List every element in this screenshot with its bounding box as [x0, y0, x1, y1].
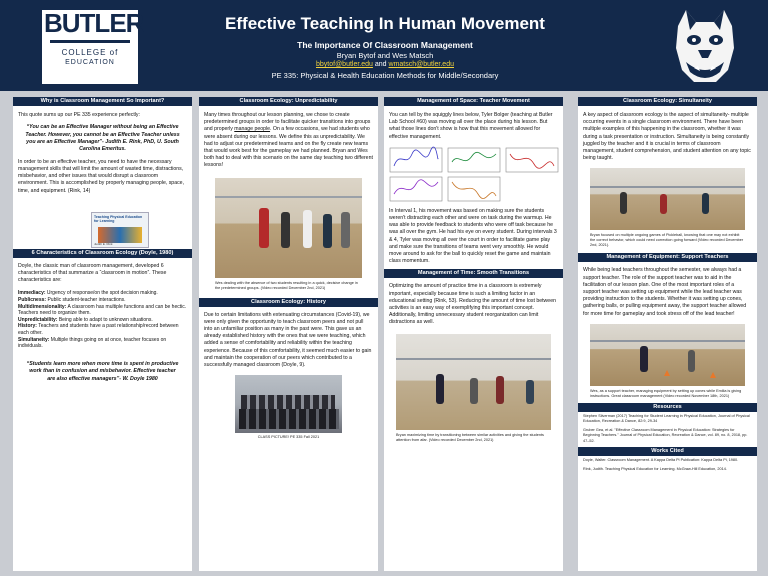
works-cited-item: Doyle, Walter. Classroom Management. A Kappa Delta Pi Publication: Kappa Delta Pi, 1980.: [583, 457, 739, 462]
space-management-text: You can tell by the squiggly lines below, Tyler Bolger (teaching at Butler Lab School #60) was moving all over the place during his lesson. But what those lines don't show is how that this movement allowed for effective management.: [389, 112, 553, 140]
email-link-bytof[interactable]: bbytof@butler.edu: [316, 61, 373, 68]
column-1: [13, 97, 192, 571]
person-figure: [470, 378, 478, 404]
poster-emails: [150, 61, 620, 68]
gym-photo-cones: [590, 324, 745, 386]
works-cited-item: Rink, Judith. Teaching Physical Education for Learning. McGraw-Hill Education, 2014.: [583, 467, 727, 472]
person-figure: [620, 192, 627, 214]
person-figure: [303, 210, 312, 248]
class-photo: [235, 375, 342, 433]
poster-authors: Bryan Bytof and Wes Matsch: [336, 51, 434, 60]
logo-rule: [50, 40, 130, 43]
gym-photo-pickleball: [590, 168, 745, 230]
photo-caption-pickleball: Bryan focused on multiple ongoing games of Pickleball, knowing that one may not exhibit the correct behavior, which could need correction going forward (Video recorded December 2nd, 2021).: [590, 233, 744, 248]
characteristic-item: Immediacy: Urgency of response/on the spot decision making.: [18, 290, 158, 297]
doyle-quote: “Students learn more when more time is spent in productive work than in confusion and misbehavior. Effective teacher are also effective managers”- W. Doyle 1980: [26, 360, 179, 382]
person-figure: [702, 193, 709, 214]
management-body-text: In order to be an effective teacher, you need to have the necessary management skills that will limit the amount of wasted time, distractions, misbehavior, and other issues that would disrupt a classroom environment. This is accomplished by properly managing people, space, time, and equipment. (Rink, 14): [18, 158, 184, 194]
gym-photo-bryan-transition: [396, 334, 551, 430]
column-4: [578, 97, 757, 571]
column-3: [384, 97, 563, 571]
book-cover-title: Teaching Physical Education for Learning: [94, 214, 143, 224]
resource-item: Stephen Silverman (2017) Teaching for Student Learning in Physical Education, Journal of Physical Education, Recreation & Dance, 82:9, 29-34: [583, 413, 750, 424]
person-figure: [436, 374, 444, 404]
section-title-resources: Resources: [578, 403, 757, 412]
photo-caption-wes: Wes dealing with the absence of two students resulting in a quick, decisive change in the predetermined groups. (Video recorded December 2nd, 2021): [215, 280, 358, 290]
movement-intervals-text: In Interval 1, his movement was based on making sure the students weren't distracting each other and were on task during the warmup. He was able to provide feedback to students who were off task because he was all over the gym. He had his eye on every student. During intervals 3 & 4, Tyler was moving all over the court in order to facilitate game play and make sure the transitions of teams went very smoothly. He would move around to ask for the ball to quickly reset the game and maintain class momentum.: [389, 207, 557, 265]
poster-subtitle: The Importance Of Classroom Management: [297, 40, 473, 50]
teacher-movement-maps: [384, 146, 563, 204]
rink-quote: “You can be an Effective Manager without being an Effective Teacher. However, you cannot be an Effective Teacher unless you are an Effective Manager”- Judith E. Rink, PhD, U. South Carolina Emeritus.: [25, 124, 180, 153]
person-figure: [496, 376, 504, 404]
section-title-time-management: Management of Time: Smooth Transitions: [384, 269, 563, 278]
logo-education-line: EDUCATION: [65, 59, 115, 66]
doyle-intro-text: Doyle, the classic man of classroom management, developed 6 characteristics of that summarize a “classroom in motion”. These characteristics are:: [18, 262, 167, 284]
section-title-simultaneity: Classroom Ecology: Simultaneity: [578, 97, 757, 106]
email-link-matsch[interactable]: wmatsch@butler.edu: [388, 61, 454, 68]
characteristic-item: Multidimensionality: A classroom has multiple functions and can be hectic. Teachers need to organize them.: [18, 303, 187, 317]
person-figure: [281, 212, 290, 248]
section-title-equipment-management: Management of Equipment: Support Teachers: [578, 253, 757, 262]
management-text-block: [13, 157, 192, 246]
book-cover-art: [98, 227, 142, 243]
characteristics-list: [13, 288, 192, 351]
gym-photo-wes: [215, 178, 362, 278]
characteristic-item: Simultaneity: Multiple things going on at once, teacher focuses on individuals.: [18, 336, 167, 350]
manage-people-link[interactable]: manage people: [234, 126, 271, 133]
photo-caption-cones: Wes, as a support teacher, managing equipment by setting up cones while Emilia is giving instructions. Great classroom management (Video recorded November 18th, 2021): [590, 388, 742, 398]
poster-title: Effective Teaching In Human Movement: [225, 14, 545, 33]
person-figure: [323, 214, 332, 248]
section-title-works-cited: Works Cited: [578, 447, 757, 456]
butler-logo: [42, 8, 144, 84]
section-title-why-management: Why is Classroom Management So Important?: [13, 97, 192, 106]
intro-text: This quote sums up our PE 335 experience perfectly:: [18, 112, 140, 118]
person-figure: [660, 194, 667, 214]
simultaneity-text: A key aspect of classroom ecology is the aspect of simultaneity- multiple occurring events in a single classroom environment. There have been multiple examples of this happening in the classroom, whether it was during a task presentation or instruction. Simultaneity is being constantly juggled by the teacher and it is crucial in terms of classroom management, student comprehension, and student attention on any topic being taught.: [583, 112, 751, 162]
email-separator: and: [372, 61, 389, 68]
history-text: Due to certain limitations with extenuating circumstances (Covid-19), we were only given the opportunity to teach classroom peers and not pull into an unfamiliar position as many in the past were. This gave us an already established history with the ones that we were teaching, which added a sense of comfortability and reliability within the teaching experience. Because of this comfortability, it seemed much easier to gain and maintain the cooperation of our peers which contributed to a successfully managed classroom (Doyle, 9).: [204, 311, 372, 369]
person-figure: [688, 350, 695, 372]
poster-header: [0, 0, 768, 91]
book-cover-image: [91, 212, 149, 248]
section-title-history: Classroom Ecology: History: [199, 298, 378, 307]
section-title-unpredictability: Classroom Ecology: Unpredictability: [199, 97, 378, 106]
column-2: [199, 97, 378, 571]
person-figure: [341, 212, 350, 248]
section-title-space-management: Management of Space: Teacher Movement: [384, 97, 563, 106]
section-title-six-characteristics: 6 Characteristics of Classroom Ecology (Doyle, 1980): [13, 249, 192, 258]
book-cover-author: Judith E. Rink: [94, 241, 113, 246]
equipment-management-text: While being lead teachers throughout the semester, we always had a support teacher. The role of the support teacher was to aid in the facilitation of our lesson plan. One of the most important roles of a support teacher was setting up equipment while the lead teacher was providing instruction to the students. Whether it was setting up cones, gathering balls, or pulling equipment away, the support teacher allowed for more time for gameplay and took stress off of the lead teacher!: [583, 267, 747, 317]
bulldog-mascot-icon: [672, 6, 738, 86]
characteristic-item: Unpredictability: Being able to adapt to unknown situations.: [18, 316, 153, 323]
person-figure: [640, 346, 648, 372]
photo-caption-bryan-transition: Bryan maximizing time by transitioning between similar activities and giving the students attention from afar. (Video recorded December 2nd, 2021): [396, 432, 544, 442]
class-photo-caption: CLASS PICTURE! PE 335 Fall 2021: [257, 435, 320, 440]
characteristic-item: Publicness: Public student-teacher interactions.: [18, 297, 126, 304]
unpredictability-text: Many times throughout our lesson planning, we chose to create predetermined groups in order to facilitate quicker transitions into groups and properly manage people. On a few occasions, we had students who were absent during our lessons. We define this as unpredictability. We had to adjust our predetermined teams and on the fly create new teams that would work best for the gameplay we had planned. Bryan and Wes both had to deal with this scenario on the same day teaching two different lessons!: [204, 112, 373, 169]
logo-wordmark: BUTLER: [44, 8, 144, 38]
person-figure: [526, 380, 534, 404]
logo-college-line: COLLEGE of: [61, 48, 119, 57]
resource-item: Gruber Gea, et al. "Effective Classroom Management in Physical Education: Strategies for Beginning Teachers." Journal of Physical Education, Recreation & Dance, vol. 89, no. 8, 2018, pp. 47–52.: [583, 428, 748, 443]
person-figure: [259, 208, 269, 248]
characteristic-item: History: Teachers and students have a past relationship/record between each other.: [18, 323, 179, 336]
cone: [710, 372, 716, 378]
time-management-text: Optimizing the amount of practice time in a classroom is extremely important, especially because time is such a limiting factor in an educational setting (Rink, 53). Reducing the amount of time lost between activities is an easy way of exemplifying this important concept. Additionally, limiting unnecessary student reorganization can limit distractions as well.: [389, 283, 556, 326]
poster-course: PE 335: Physical & Health Education Methods for Middle/Secondary: [271, 71, 499, 80]
cone: [664, 370, 670, 376]
